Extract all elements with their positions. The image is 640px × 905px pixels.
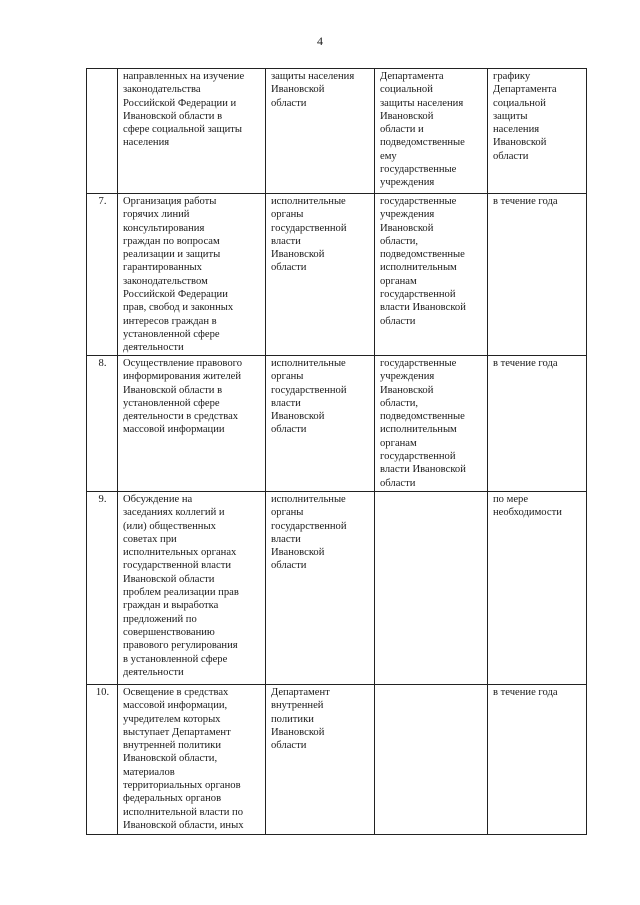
row-number: 9. bbox=[98, 494, 107, 505]
table-row bbox=[87, 69, 587, 194]
measure-text: Осуществление правового информирования жителей Ивановской области в установленной сфере деятельности в средствах массовой информации bbox=[123, 358, 243, 436]
executor-text: исполнительные органы государственной власти Ивановской области bbox=[271, 358, 347, 436]
term-cell bbox=[488, 685, 587, 835]
executor-cell bbox=[266, 194, 375, 356]
term-text: графику Департамента социальной защиты населения Ивановской области bbox=[493, 71, 557, 162]
executor-cell bbox=[266, 685, 375, 835]
term-cell bbox=[488, 69, 587, 194]
executor-text: исполнительные органы государственной власти Ивановской области bbox=[271, 494, 347, 572]
executor-text: исполнительные органы государственной власти Ивановской области bbox=[271, 196, 347, 274]
row-number-cell bbox=[87, 356, 118, 492]
measure-cell bbox=[118, 194, 266, 356]
participants-text: Департамента социальной защиты населения Ивановской области и подведомственные ему государственные учреждения bbox=[380, 71, 465, 189]
term-cell bbox=[488, 194, 587, 356]
row-number-cell bbox=[87, 194, 118, 356]
executor-text: защиты населения Ивановской области bbox=[271, 71, 355, 109]
participants-cell bbox=[375, 69, 488, 194]
row-number-cell bbox=[87, 492, 118, 685]
participants-cell bbox=[375, 492, 488, 685]
measure-text: Обсуждение на заседаниях коллегий и (или) общественных советах при исполнительных органах государственной власти Ивановской области проблем реализации прав граждан и выработка предложений по совершенствованию правового регулирования в установленной сфере деятельности bbox=[123, 494, 239, 678]
row-number: 7. bbox=[98, 196, 107, 207]
row-number: 8. bbox=[98, 358, 107, 369]
measure-cell bbox=[118, 685, 266, 835]
measure-text: Организация работы горячих линий консультирования граждан по вопросам реализации и защиты гарантированных законодательством Российской Федерации прав, свобод и законных интересов граждан в установленной сфере деятельности bbox=[123, 196, 234, 354]
term-cell bbox=[488, 492, 587, 685]
participants-text: государственные учреждения Ивановской области, подведомственные исполнительным органам государственной власти Ивановской области bbox=[380, 196, 466, 327]
row-number-cell bbox=[87, 69, 118, 194]
measures-table bbox=[86, 68, 587, 835]
term-text: в течение года bbox=[493, 358, 558, 369]
table-row bbox=[87, 356, 587, 492]
term-cell bbox=[488, 356, 587, 492]
table-row bbox=[87, 194, 587, 356]
table-row bbox=[87, 685, 587, 835]
term-text: в течение года bbox=[493, 196, 558, 207]
row-number: 10. bbox=[95, 687, 110, 698]
participants-cell bbox=[375, 194, 488, 356]
term-text: в течение года bbox=[493, 687, 558, 698]
executor-cell bbox=[266, 492, 375, 685]
executor-text: Департамент внутренней политики Ивановской области bbox=[271, 687, 330, 752]
executor-cell bbox=[266, 356, 375, 492]
measure-cell bbox=[118, 356, 266, 492]
measure-cell bbox=[118, 492, 266, 685]
measure-text: направленных на изучение законодательства Российской Федерации и Ивановской области в сфере социальной защиты населения bbox=[123, 71, 245, 149]
participants-cell bbox=[375, 685, 488, 835]
page-number: 4 bbox=[317, 34, 323, 48]
participants-text: государственные учреждения Ивановской области, подведомственные исполнительным органам государственной власти Ивановской области bbox=[380, 358, 466, 489]
term-text: по мере необходимости bbox=[493, 494, 562, 519]
measure-cell bbox=[118, 69, 266, 194]
participants-cell bbox=[375, 356, 488, 492]
table-row bbox=[87, 492, 587, 685]
executor-cell bbox=[266, 69, 375, 194]
measure-text: Освещение в средствах массовой информации, учредителем которых выступает Департамент внутренней политики Ивановской области, материалов территориальных органов федеральных органов исполнительной власти по Ивановской области, иных bbox=[123, 687, 244, 831]
row-number-cell bbox=[87, 685, 118, 835]
